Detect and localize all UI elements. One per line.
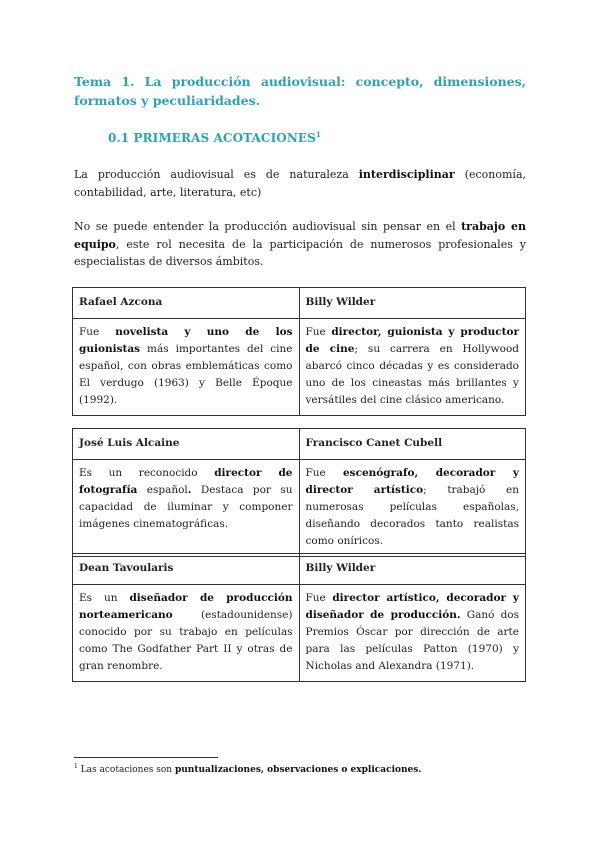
cell-bold: escenógrafo, decorador y director artístico (305, 467, 519, 496)
table-row (73, 460, 526, 557)
cell-text: Fue (79, 326, 116, 338)
professionals-table-1 (72, 287, 526, 416)
footnote (74, 763, 421, 775)
cell-text: español (137, 484, 188, 496)
table-cell-name: Billy Wilder (299, 288, 526, 319)
cell-text: Ganó dos Premios Óscar por dirección de arte para las películas Patton (1970) y Nicholas and Alexandra (1971). (305, 609, 519, 672)
cell-bold: director artístico, decorador y diseñador de producción. (305, 592, 519, 621)
cell-text: Es un (79, 592, 130, 604)
table-cell-description (299, 319, 526, 416)
table-header-row (73, 554, 526, 585)
cell-bold: director de fotografía (79, 467, 293, 496)
table-cell-description (299, 460, 526, 557)
professionals-table-2 (72, 428, 526, 557)
table-cell-description (299, 585, 526, 682)
section-heading (108, 130, 321, 145)
paragraph-text: La producción audiovisual es de naturaleza (74, 168, 359, 181)
cell-text: Es un reconocido (79, 467, 215, 479)
table-row (73, 319, 526, 416)
paragraph-bold: trabajo en equipo (74, 220, 526, 251)
footnote-mark: 1 (74, 763, 78, 770)
table-cell-name: José Luis Alcaine (73, 429, 300, 460)
table-cell-name: Francisco Canet Cubell (299, 429, 526, 460)
table-cell-name: Rafael Azcona (73, 288, 300, 319)
paragraph-trabajo-equipo (74, 218, 526, 271)
table-row (73, 585, 526, 682)
paragraph-text: No se puede entender la producción audiovisual sin pensar en el (74, 220, 462, 233)
table-header-row (73, 429, 526, 460)
table-header-row (73, 288, 526, 319)
table-cell-description (73, 460, 300, 557)
section-heading-text: 0.1 PRIMERAS ACOTACIONES (108, 131, 316, 145)
table-cell-description (73, 319, 300, 416)
paragraph-interdisciplinar (74, 166, 526, 201)
cell-text: Fue (305, 592, 333, 604)
cell-text: ; trabajó en numerosas películas españolas, diseñando decorados tanto realistas como oníricos. (305, 484, 519, 547)
cell-bold: . (187, 484, 192, 496)
footnote-bold: puntualizaciones, observaciones o explicaciones. (174, 765, 422, 775)
cell-text: (estadounidense) conocido por su trabajo en películas como The Godfather Part II y otras de gran renombre. (79, 609, 293, 672)
cell-bold: diseñador de producción norteamericano (79, 592, 293, 621)
cell-text: Fue (305, 467, 343, 479)
table-cell-name: Dean Tavoularis (73, 554, 300, 585)
paragraph-bold: interdisciplinar (358, 168, 455, 181)
table-cell-description (73, 585, 300, 682)
footnote-divider (74, 757, 218, 758)
cell-bold: director, guionista y productor de cine (305, 326, 519, 355)
footnote-text: Las acotaciones son (77, 765, 175, 775)
cell-bold: novelista y uno de los guionistas (79, 326, 293, 355)
paragraph-text: (economía, contabilidad, arte, literatura, etc) (74, 168, 526, 199)
cell-text: más importantes del cine español, con obras emblemáticas como El verdugo (1963) y Belle Époque (1992). (79, 343, 293, 406)
table-cell-name: Billy Wilder (299, 554, 526, 585)
paragraph-text: , este rol necesita de la participación de numerosos profesionales y especialistas de diversos ámbitos. (74, 237, 526, 268)
document-title: Tema 1. La producción audiovisual: concepto, dimensiones, formatos y peculiaridades. (74, 74, 526, 108)
cell-text: ; su carrera en Hollywood abarcó cinco décadas y es considerado uno de los cineastas más brillantes y versátiles del cine clásico americano. (305, 343, 519, 406)
professionals-table-3 (72, 553, 526, 682)
cell-text: Destaca por su capacidad de iluminar y componer imágenes cinematográficas. (79, 484, 293, 530)
cell-text: Fue (305, 326, 332, 338)
footnote-reference[interactable]: 1 (315, 130, 321, 139)
